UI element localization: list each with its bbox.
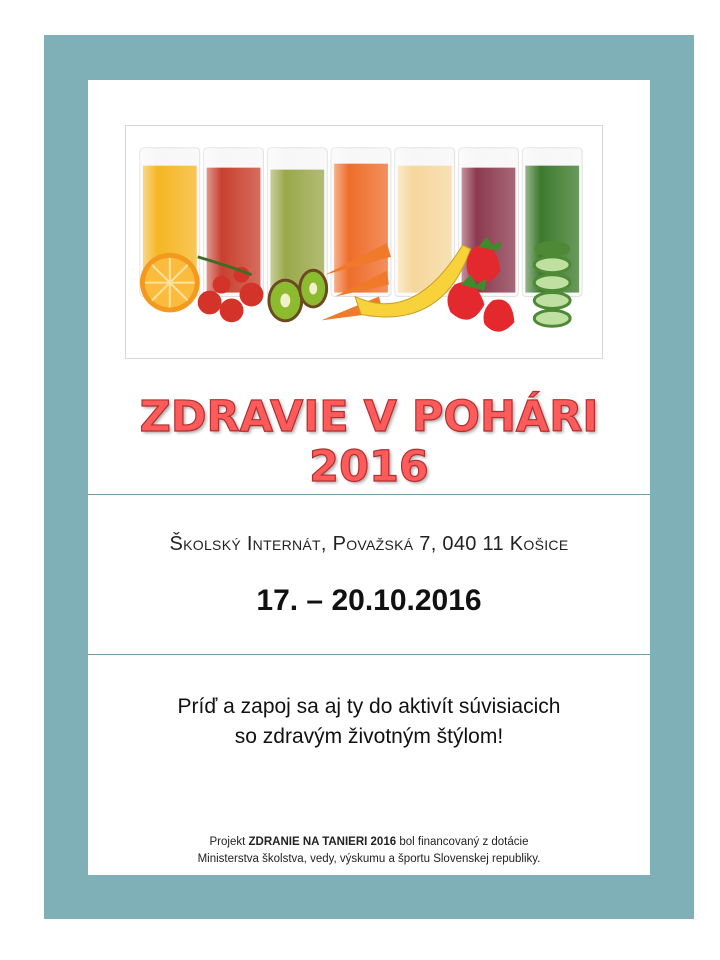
invitation-text	[88, 692, 650, 752]
invitation-line-1: Príď a zapoj sa aj ty do aktivít súvisiacich	[177, 695, 561, 718]
funding-prefix: Projekt	[209, 836, 246, 848]
event-dates: 17. – 20.10.2016	[256, 584, 482, 617]
cucumber-slices	[534, 241, 570, 326]
invitation-line-2: so zdravým životným štýlom!	[234, 725, 504, 748]
divider-top	[88, 494, 650, 495]
funding-line-1	[88, 834, 650, 851]
glass-red	[204, 148, 264, 297]
funding-suffix: bol financovaný z dotácie	[399, 836, 529, 848]
divider-bottom	[88, 654, 650, 655]
funding-line-2: Ministerstva školstva, vedy, výskumu a športu Slovenskej republiky.	[197, 853, 541, 865]
funding-note	[88, 834, 650, 868]
orange-slice	[140, 253, 200, 312]
venue-address: Školský Internát, Považská 7, 040 11 Košice	[169, 533, 569, 555]
poster-title: ZDRAVIE V POHÁRI 2016	[139, 392, 599, 492]
smoothies-photo	[125, 125, 603, 359]
funding-project-name: ZDRANIE NA TANIERI 2016	[248, 836, 397, 848]
smoothies-illustration	[126, 126, 602, 358]
